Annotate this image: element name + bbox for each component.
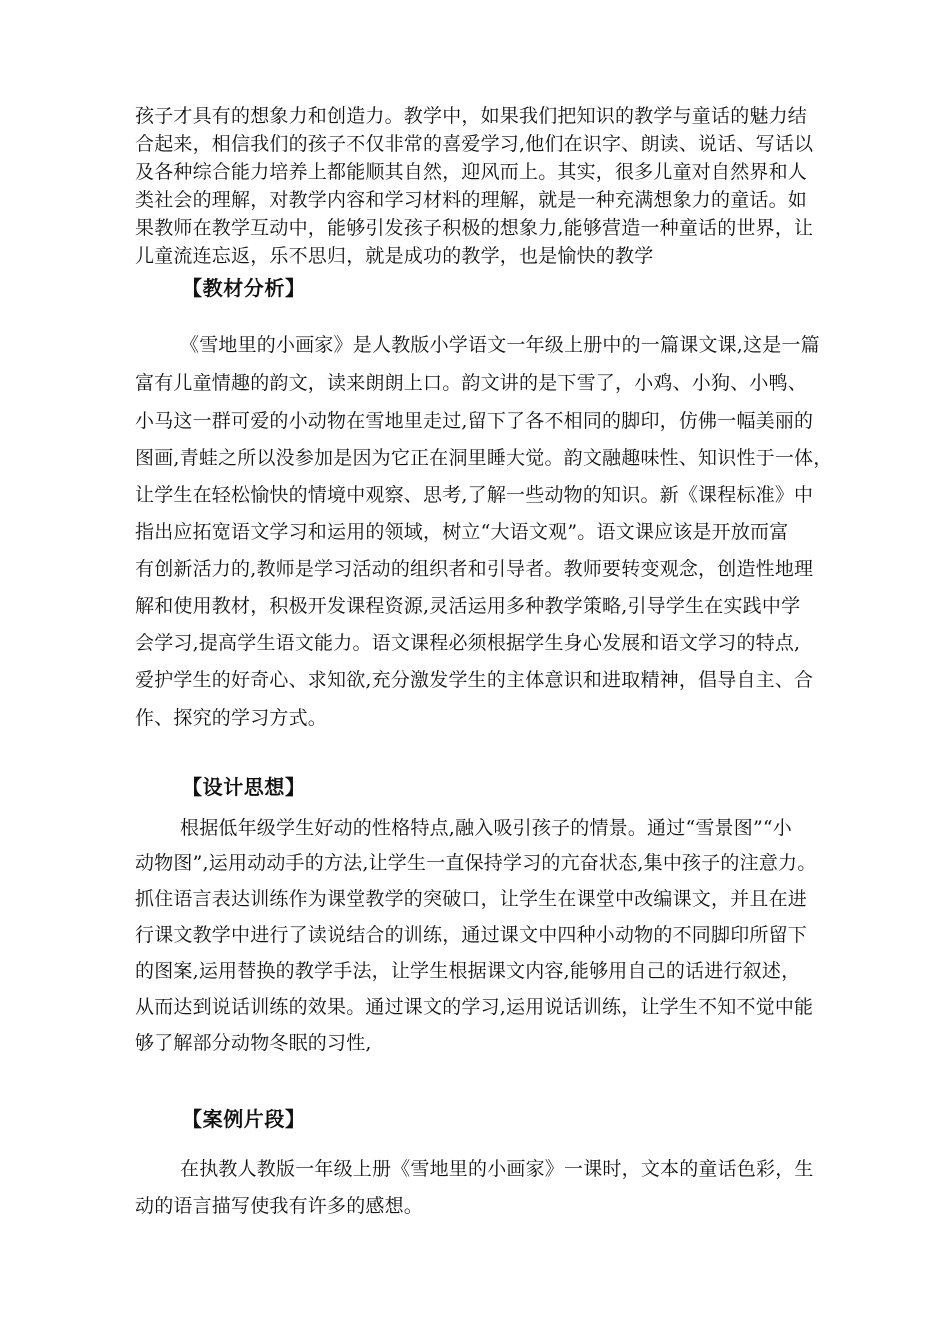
paragraph-line: 够了解部分动物冬眠的习性, (135, 1032, 372, 1054)
paragraph-line: 《雪地里的小画家》是人教版小学语文一年级上册中的一篇课文课,这是一篇 (180, 334, 820, 356)
section-heading-textbook-analysis: 【教材分析】 (182, 276, 306, 300)
paragraph-line: 会学习,提高学生语文能力。语文课程必须根据学生身心发展和语文学习的特点, (135, 632, 801, 654)
paragraph-line: 果教师在教学互动中，能够引发孩子积极的想象力,能够营造一种童话的世界，让 (135, 217, 814, 239)
paragraph-line: 让学生在轻松愉快的情境中观察、思考,了解一些动物的知识。新《课程标准》中 (135, 484, 814, 506)
paragraph-line: 有创新活力的,教师是学习活动的组织者和引导者。教师要转变观念，创造性地理 (135, 558, 814, 580)
paragraph-line: 爱护学生的好奇心、求知欲,充分激发学生的主体意识和进取精神，倡导自主、合 (135, 669, 814, 691)
paragraph-line: 及各种综合能力培养上都能顺其自然，迎风而上。其实，很多儿童对自然界和人 (135, 161, 808, 183)
paragraph-line: 动物图”,运用动动手的方法,让学生一直保持学习的亢奋状态,集中孩子的注意力。 (135, 852, 817, 874)
paragraph-line: 指出应拓宽语文学习和运用的领域，树立“大语文观”。语文课应该是开放而富 (135, 521, 789, 543)
paragraph-line: 图画,青蛙之所以没参加是因为它正在洞里睡大觉。韵文融趣味性、知识性于一体， (135, 447, 833, 469)
paragraph-line: 从而达到说话训练的效果。通过课文的学习,运用说话训练，让学生不知不觉中能 (135, 996, 814, 1018)
paragraph-line: 在执教人教版一年级上册《雪地里的小画家》一课时，文本的童话色彩，生 (180, 1158, 814, 1180)
section-heading-case-excerpt: 【案例片段】 (182, 1107, 306, 1131)
paragraph-line: 合起来，相信我们的孩子不仅非常的喜爱学习,他们在识字、朗读、说话、写话以 (135, 133, 814, 155)
paragraph-line: 富有儿童情趣的韵文，读来朗朗上口。韵文讲的是下雪了，小鸡、小狗、小鸭、 (135, 372, 808, 394)
paragraph-line: 小马这一群可爱的小动物在雪地里走过,留下了各不相同的脚印，仿佛一幅美丽的 (135, 410, 814, 432)
paragraph-line: 抓住语言表达训练作为课堂教学的突破口，让学生在课堂中改编课文，并且在进 (135, 888, 808, 910)
paragraph-line: 的图案,运用替换的教学手法，让学生根据课文内容,能够用自己的话进行叙述， (135, 960, 801, 982)
paragraph-line: 作、探究的学习方式。 (135, 707, 328, 729)
paragraph-line: 行课文教学中进行了读说结合的训练，通过课文中四种小动物的不同脚印所留下 (135, 924, 808, 946)
paragraph-line: 儿童流连忘返，乐不思归，就是成功的教学，也是愉快的教学 (135, 245, 654, 267)
paragraph-line: 解和使用教材，积极开发课程资源,灵活运用多种教学策略,引导学生在实践中学 (135, 595, 801, 617)
paragraph-line: 孩子才具有的想象力和创造力。教学中，如果我们把知识的教学与童话的魅力结 (135, 105, 808, 127)
paragraph-line: 类社会的理解，对教学内容和学习材料的理解，就是一种充满想象力的童话。如 (135, 189, 808, 211)
paragraph-line: 根据低年级学生好动的性格特点,融入吸引孩子的情景。通过“雪景图”“小 (180, 817, 792, 839)
paragraph-line: 动的语言描写使我有许多的感想。 (135, 1195, 424, 1217)
section-heading-design-idea: 【设计思想】 (182, 775, 306, 799)
